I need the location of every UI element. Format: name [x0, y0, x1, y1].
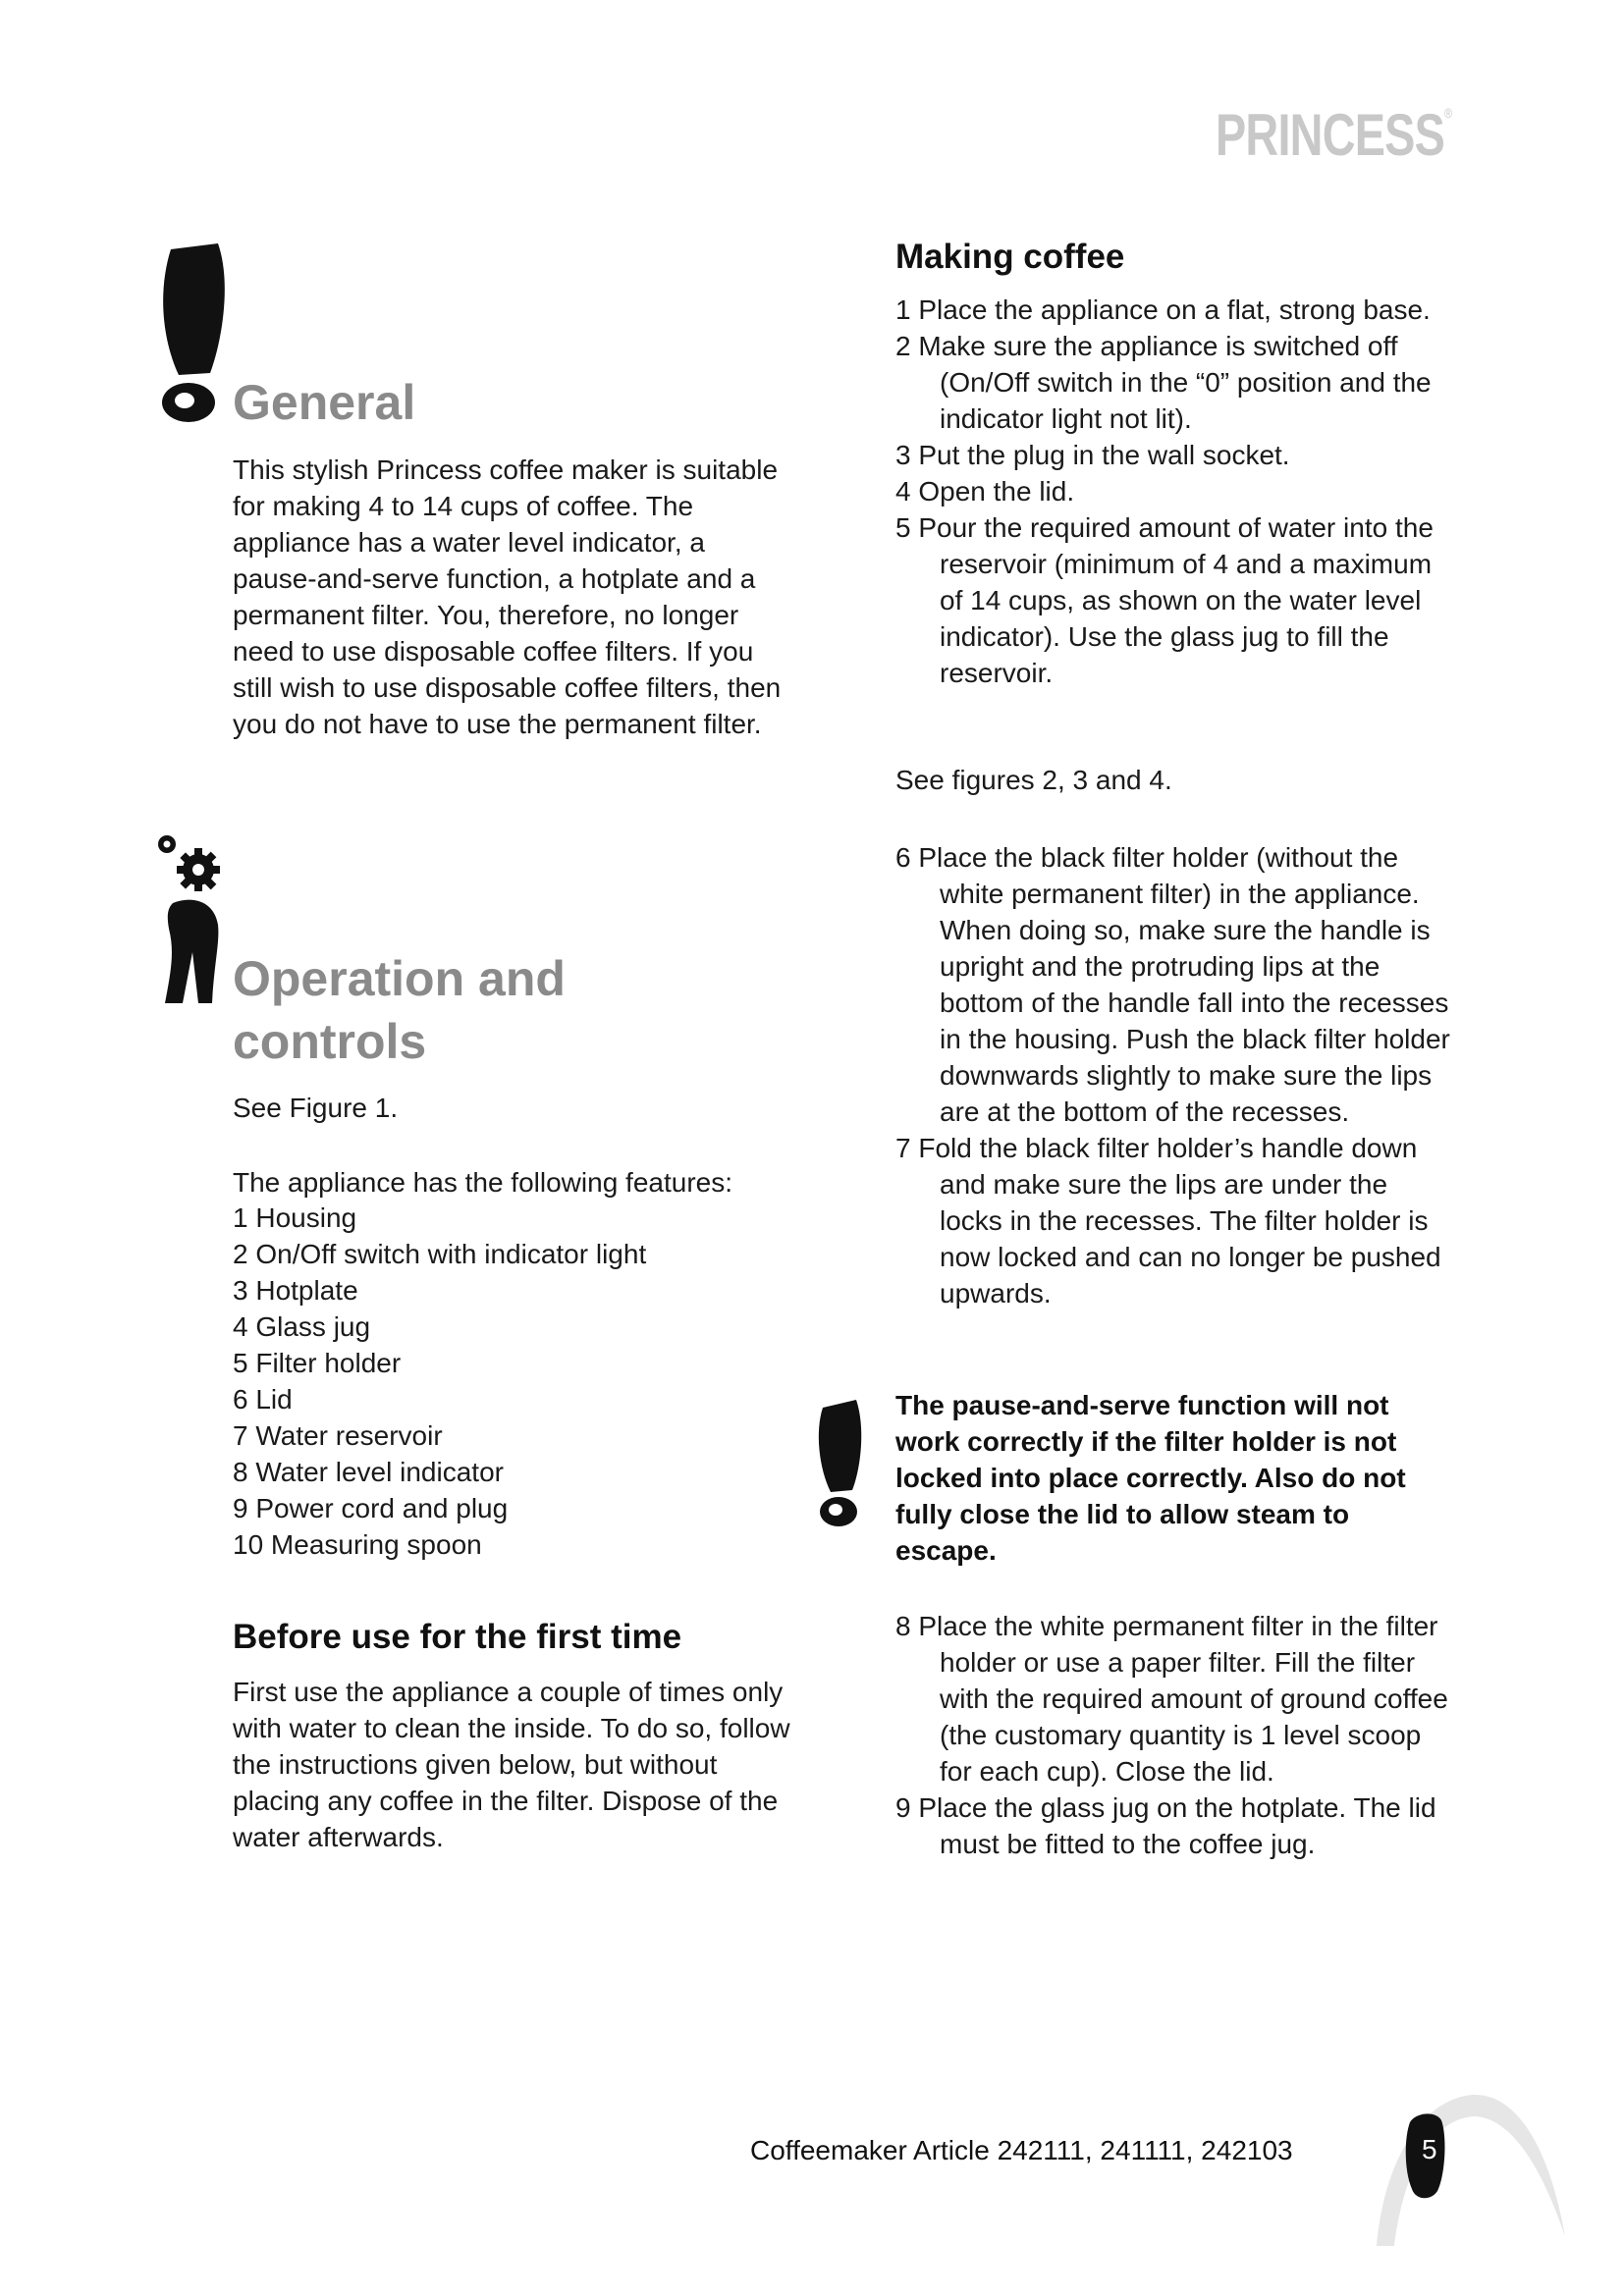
page-corner-swoosh: [1355, 2079, 1581, 2246]
operation-gear-person-icon: [153, 834, 232, 1003]
step-item: 3 Put the plug in the wall socket.: [895, 440, 1290, 470]
operation-heading-line1: Operation and: [233, 951, 566, 1006]
see-figure-1: See Figure 1.: [233, 1093, 399, 1123]
steps-list-a: [895, 292, 1455, 691]
before-use-paragraph: First use the appliance a couple of times only with water to clean the inside. To do so, follow the instructions given below, but without placing any coffee in the filter. Dispose of the water afterwards.: [233, 1677, 790, 1852]
feature-item: 6 Lid: [233, 1384, 293, 1415]
step-item: 8 Place the white permanent filter in the filter holder or use a paper filter. Fill the filter with the required amount of ground coffee (the customary quantity is 1 level scoop for each cup). Close the lid.: [895, 1611, 1448, 1787]
step-item: 2 Make sure the appliance is switched off (On/Off switch in the “0” position and the indicator light not lit).: [895, 331, 1432, 434]
see-figures-2-3-4: See figures 2, 3 and 4.: [895, 765, 1172, 795]
before-use-heading: Before use for the first time: [233, 1618, 682, 1656]
feature-item: 1 Housing: [233, 1202, 357, 1233]
operation-heading-line2: controls: [233, 1014, 427, 1069]
steps-list-c: [895, 1608, 1455, 1862]
feature-item: 5 Filter holder: [233, 1348, 402, 1378]
feature-item: 9 Power cord and plug: [233, 1493, 509, 1523]
brand-registered-mark: ®: [1444, 105, 1452, 121]
feature-item: 4 Glass jug: [233, 1311, 371, 1342]
feature-item: 3 Hotplate: [233, 1275, 358, 1306]
features-list: [233, 1200, 646, 1563]
features-intro: The appliance has the following features:: [233, 1167, 732, 1198]
step-item: 1 Place the appliance on a flat, strong base.: [895, 294, 1431, 325]
feature-item: 8 Water level indicator: [233, 1457, 504, 1487]
general-heading: General: [233, 375, 416, 430]
footer-article: Coffeemaker Article 242111, 241111, 242103: [750, 2135, 1293, 2165]
warning-exclamation-icon: [149, 243, 234, 422]
page-number: 5: [1422, 2134, 1437, 2164]
steps-list-b: [895, 839, 1455, 1311]
pause-and-serve-warning: The pause-and-serve function will not work correctly if the filter holder is not locked into place correctly. Also do not fully close the lid to allow steam to escape.: [895, 1390, 1406, 1566]
general-paragraph: This stylish Princess coffee maker is suitable for making 4 to 14 cups of coffee. The appliance has a water level indicator, a pause-and-serve function, a hotplate and a permanent filter. You, therefore, no longer need to use disposable coffee filters. If you still wish to use disposable coffee filters, then you do not have to use the permanent filter.: [233, 454, 782, 739]
step-item: 4 Open the lid.: [895, 476, 1075, 507]
brand-logo: [1216, 102, 1452, 168]
step-item: 7 Fold the black filter holder’s handle down and make sure the lips are under the locks in the recesses. The filter holder is now locked and can no longer be pushed upwards.: [895, 1133, 1441, 1308]
brand-name: PRINCESS: [1216, 102, 1445, 168]
feature-item: 7 Water reservoir: [233, 1420, 443, 1451]
step-item: 6 Place the black filter holder (without the white permanent filter) in the appliance. When doing so, make sure the handle is upright and the protruding lips at the bottom of the handle fall into the recesses in the housing. Push the black filter holder downwards slightly to make sure the lips are at the bottom of the recesses.: [895, 842, 1450, 1127]
warning-exclamation-icon: [811, 1400, 866, 1527]
step-item: 5 Pour the required amount of water into the reservoir (minimum of 4 and a maximum of 14 cups, as shown on the water level indicator). Use the glass jug to fill the reservoir.: [895, 512, 1434, 688]
making-coffee-heading: Making coffee: [895, 238, 1125, 276]
feature-item: 2 On/Off switch with indicator light: [233, 1239, 647, 1269]
feature-item: 10 Measuring spoon: [233, 1529, 482, 1560]
step-item: 9 Place the glass jug on the hotplate. The lid must be fitted to the coffee jug.: [895, 1792, 1436, 1859]
